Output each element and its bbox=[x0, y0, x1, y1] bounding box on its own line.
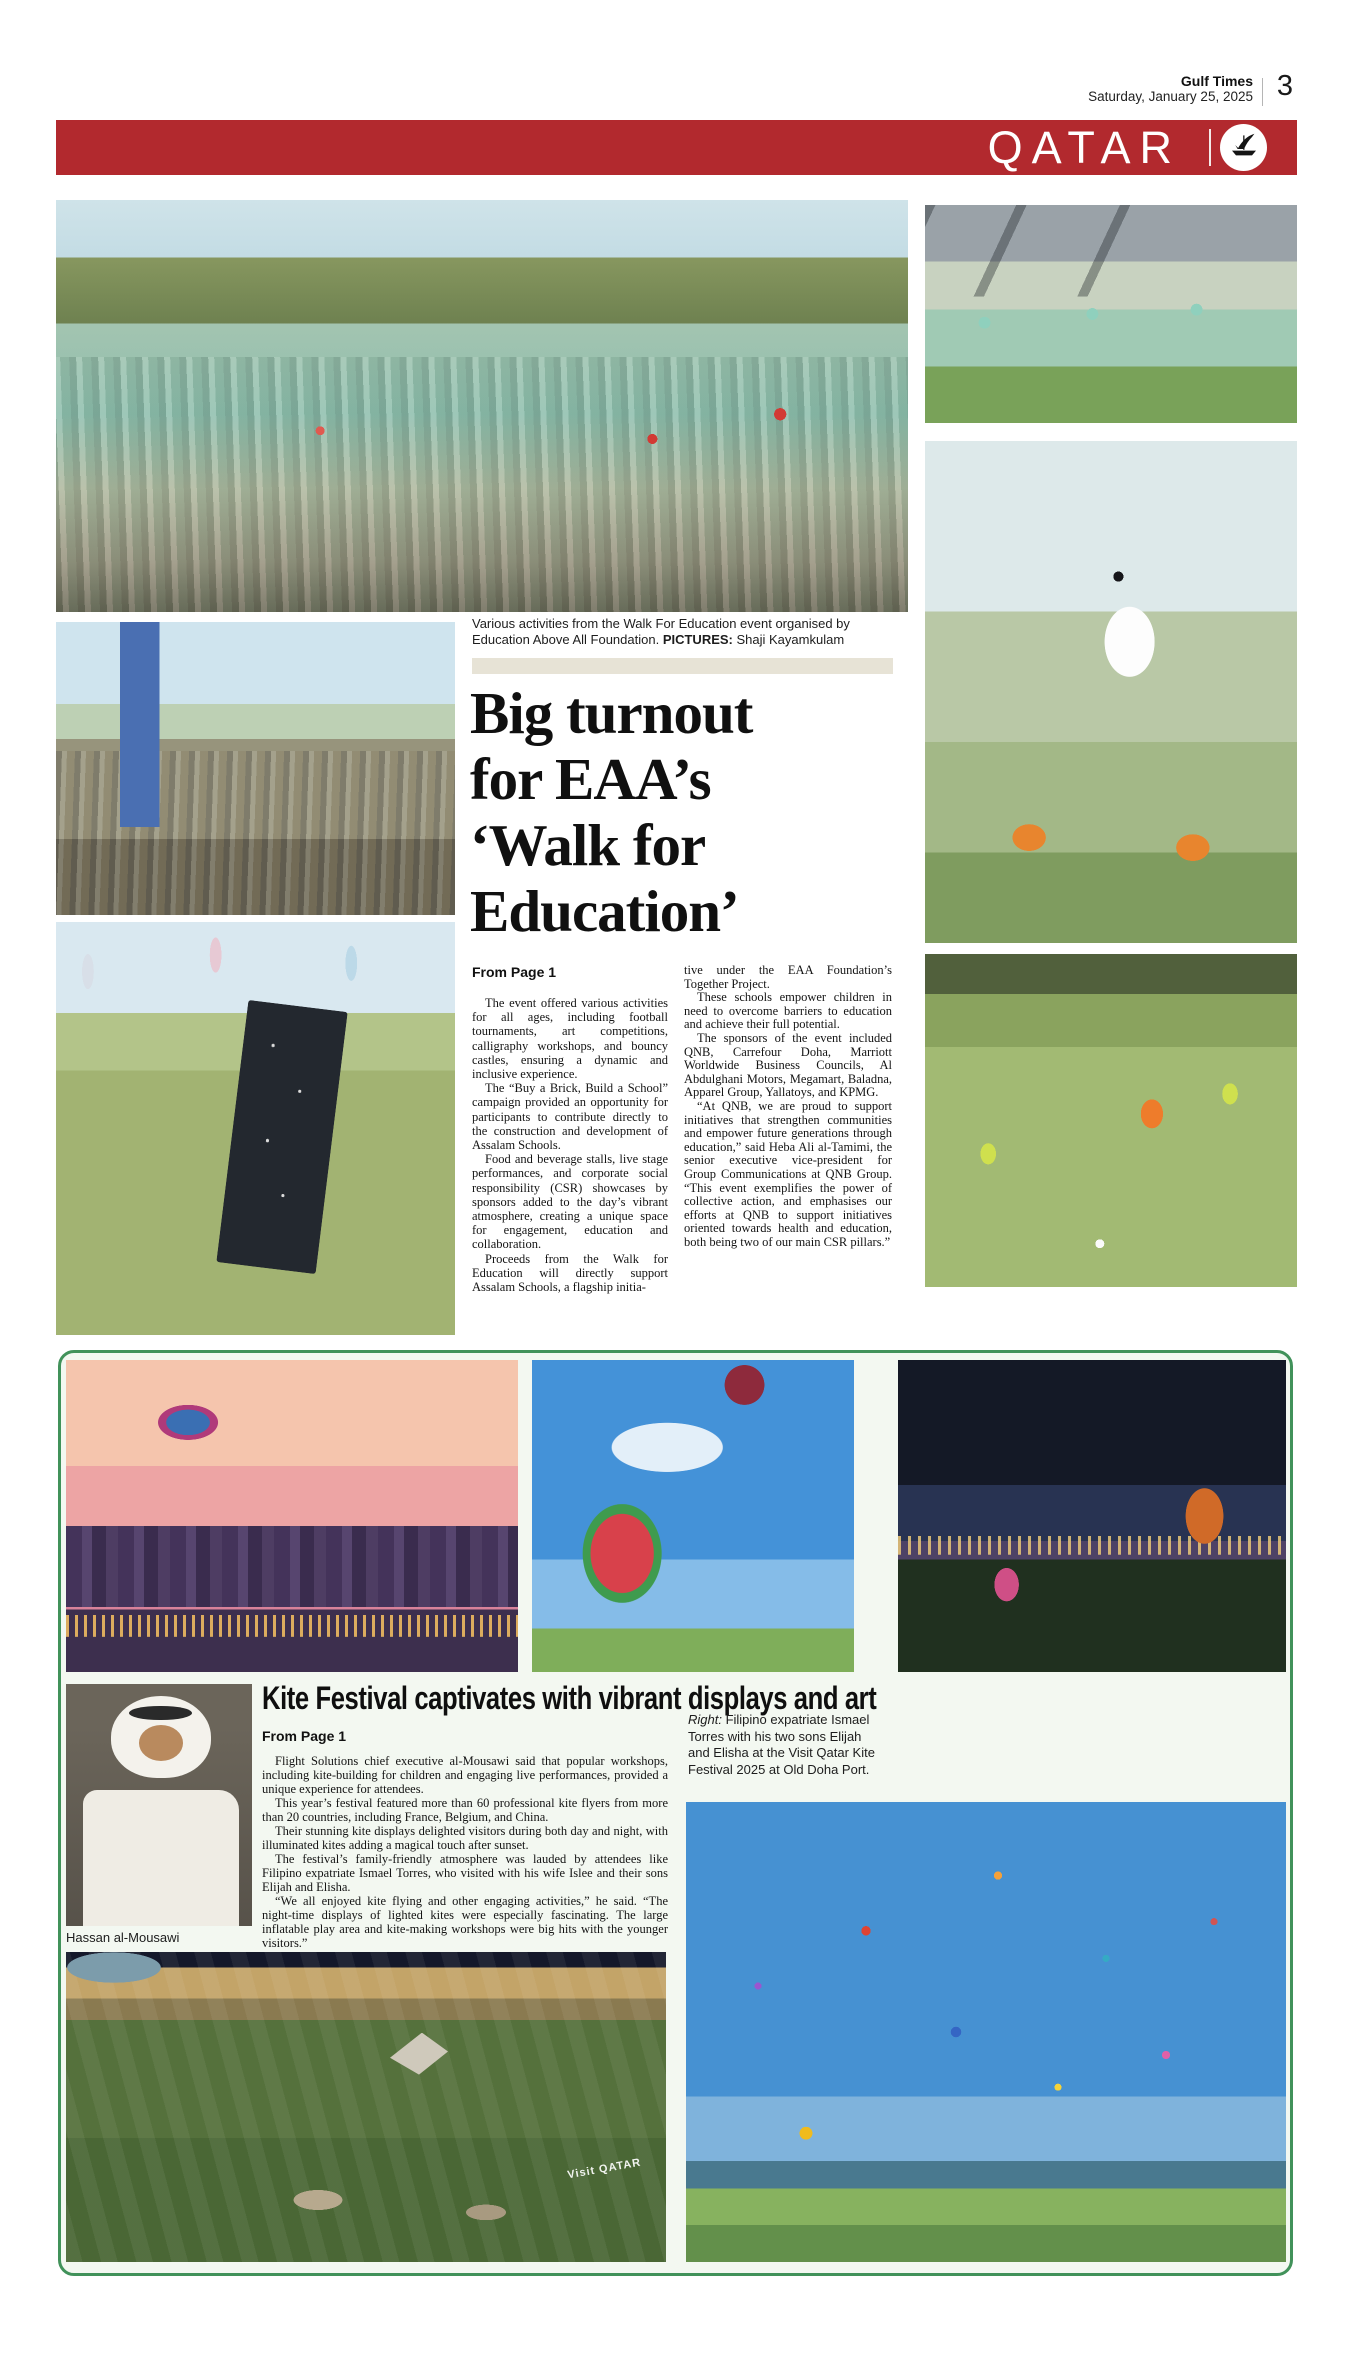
lawn-art-text: Visit QATAR bbox=[566, 2156, 643, 2182]
article-paragraph: “At QNB, we are proud to support initiatives that strengthen communities and empower future generations through education,” said Heba Ali al-Tamimi, the senior executive vice-president for Group Communications at QNB Group. “This event exemplifies the power of collective action, and emphasises our efforts at QNB to support initiatives oriented towards health and education, both being two of our main CSR pillars.” bbox=[684, 1098, 892, 1249]
photo-walk-crowd-main bbox=[56, 200, 908, 612]
section-title: QATAR bbox=[987, 122, 1181, 173]
photo-kids-target-game bbox=[56, 922, 455, 1335]
section-banner bbox=[56, 120, 1297, 175]
article-paragraph: Their stunning kite displays delighted visitors during both day and night, with illuminated kites adding a magical touch after sunset. bbox=[262, 1824, 668, 1852]
caption-credit: Shaji Kayamkulam bbox=[732, 632, 845, 647]
photo-walk-crowd-flags bbox=[56, 622, 455, 915]
article-paragraph: The “Buy a Brick, Build a School” campaign provided an opportunity for participants to contribute directly to the construction and development of Assalam Schools. bbox=[472, 1081, 668, 1153]
from-page-label: From Page 1 bbox=[262, 1728, 347, 1744]
from-page-label: From Page 1 bbox=[472, 964, 557, 980]
headline-line: ‘Walk for bbox=[470, 812, 706, 878]
photo-hassan-al-mousawi-portrait bbox=[66, 1684, 252, 1926]
masthead-logo-circle bbox=[1220, 124, 1267, 171]
lead-photo-caption bbox=[472, 616, 896, 648]
banner-divider bbox=[1209, 129, 1211, 166]
article-paragraph: Proceeds from the Walk for Education will directly support Assalam Schools, a flagship initia- bbox=[472, 1251, 668, 1295]
walk-article-column-1 bbox=[472, 996, 668, 1294]
article-paragraph: The sponsors of the event included QNB, Carrefour Doha, Marriott Worldwide Business Councils, Al Abdulghani Motors, Megamart, Baladna, Apparel Group, Yallatoys, and KPMG. bbox=[684, 1030, 892, 1100]
header-divider bbox=[1262, 78, 1263, 106]
article-paragraph: This year’s festival featured more than 60 professional kite flyers from more than 20 countries, including France, Belgium, and China. bbox=[262, 1796, 668, 1824]
photo-kites-doha-skyline-sunset bbox=[66, 1360, 518, 1672]
article-paragraph: Flight Solutions chief executive al-Mousawi said that popular workshops, including kite-building for children and engaging live performances, provided a unique experience for attendees. bbox=[262, 1754, 668, 1796]
kite-article-body bbox=[262, 1754, 668, 1950]
article-paragraph: “We all enjoyed kite flying and other engaging activities,” he said. “The night-time displays of lighted kites were especially fascinating. The large inflatable play area and kite-making workshops were big hits with the younger visitors.” bbox=[262, 1894, 668, 1950]
article-paragraph: The festival’s family-friendly atmosphere was lauded by attendees like Filipino expatriate Ismael Torres, who visited with his wife Islee and their sons Elijah and Elisha. bbox=[262, 1852, 668, 1894]
walk-article-headline bbox=[470, 680, 900, 944]
walk-article-column-2 bbox=[684, 964, 892, 1249]
photo-night-lion-kite-family bbox=[898, 1360, 1286, 1672]
caption-text: Various activities from the Walk For Education event organised by Education Above All Foundation. bbox=[472, 616, 850, 647]
headline-line: Education’ bbox=[470, 878, 739, 944]
caption-position-label: Right: bbox=[688, 1712, 722, 1727]
game-board-shape bbox=[216, 1000, 347, 1274]
kite-photo-caption bbox=[688, 1712, 884, 1778]
headline-line: Big turnout bbox=[470, 680, 753, 746]
article-paragraph: These schools empower children in need to overcome barriers to education and achieve their full potential. bbox=[684, 990, 892, 1032]
photo-aerial-lawn-land-art bbox=[66, 1952, 666, 2262]
masthead-meta bbox=[1088, 74, 1253, 104]
caption-credit-label: PICTURES: bbox=[662, 632, 733, 647]
photo-qatar-flag-kite-sky bbox=[532, 1360, 854, 1672]
dhow-boat-icon bbox=[1228, 129, 1260, 166]
photo-plant-giveaway-tent bbox=[925, 205, 1297, 423]
kite-article-headline: Kite Festival captivates with vibrant displays and art bbox=[262, 1680, 877, 1716]
caption-text: Filipino expatriate Ismael Torres with his two sons Elijah and Elisha at the Visit Qatar Kite Festival 2025 at Old Doha Port. bbox=[688, 1712, 875, 1777]
page-number: 3 bbox=[1276, 70, 1294, 102]
photo-kites-over-old-doha-port bbox=[686, 1802, 1286, 2262]
publication-name: Gulf Times bbox=[1180, 73, 1253, 89]
photo-baladna-cow-mascot bbox=[925, 441, 1297, 943]
article-paragraph: tive under the EAA Foundation’s Together Project. bbox=[684, 963, 892, 991]
article-paragraph: The event offered various activities for all ages, including football tournaments, art competitions, calligraphy workshops, and bouncy castles, ensuring a dynamic and inclusive experience. bbox=[472, 996, 668, 1082]
headline-line: for EAA’s bbox=[470, 746, 711, 812]
headline-kicker-bar bbox=[472, 658, 893, 674]
portrait-caption: Hassan al-Mousawi bbox=[66, 1930, 180, 1945]
land-art-kite-shape bbox=[390, 2033, 448, 2075]
portrait-thobe-shape bbox=[83, 1790, 239, 1926]
article-paragraph: Food and beverage stalls, live stage performances, and corporate social responsibility (CSR) showcases by sponsors added to the day’s vibrant atmosphere, creating a unique space for engagement, education and collaboration. bbox=[472, 1152, 668, 1252]
issue-date: Saturday, January 25, 2025 bbox=[1088, 89, 1253, 104]
photo-girls-football-match bbox=[925, 954, 1297, 1287]
